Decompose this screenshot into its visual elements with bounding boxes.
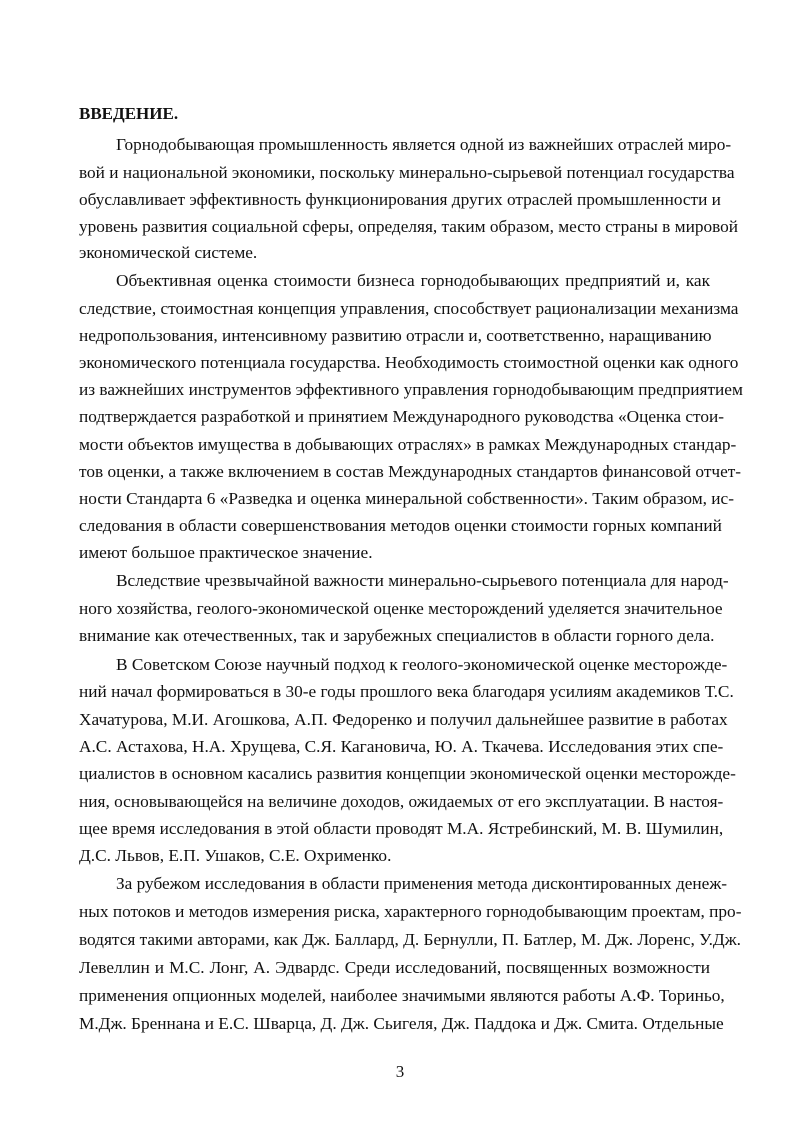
text-line: Д.С. Львов, Е.П. Ушаков, С.Е. Охрименко.: [79, 846, 392, 865]
section-heading: ВВЕДЕНИЕ.: [79, 104, 179, 123]
text-line: мости объектов имущества в добывающих отраслях» в рамках Международных стандар-: [79, 435, 737, 454]
text-line: Хачатурова, М.И. Агошкова, А.П. Федоренко и получил дальнейшее развитие в работах: [79, 710, 728, 729]
text-line: ний начал формироваться в 30-е годы прошлого века благодаря усилиям академиков Т.С.: [79, 682, 734, 701]
text-line: За рубежом исследования в области применения метода дисконтированных денеж-: [116, 874, 728, 893]
text-line: М.Дж. Бреннана и Е.С. Шварца, Д. Дж. Сьигеля, Дж. Паддока и Дж. Смита. Отдельные: [79, 1014, 724, 1033]
text-line: Левеллин и М.С. Лонг, А. Эдвардс. Среди исследований, посвященных возможности: [79, 958, 710, 977]
text-line: вой и национальной экономики, поскольку минерально-сырьевой потенциал государства: [79, 163, 735, 182]
text-line: ных потоков и методов измерения риска, характерного горнодобывающим проектам, про-: [79, 902, 742, 921]
text-line: В Советском Союзе научный подход к геолого-экономической оценке месторожде-: [116, 655, 728, 674]
text-line: тов оценки, а также включением в состав Международных стандартов финансовой отчет-: [79, 462, 742, 481]
text-line: внимание как отечественных, так и зарубежных специалистов в области горного дела.: [79, 626, 715, 645]
text-line: из важнейших инструментов эффективного управления горнодобывающим предприятием: [79, 380, 743, 399]
text-line: щее время исследования в этой области проводят М.А. Ястребинский, М. В. Шумилин,: [79, 819, 724, 838]
text-line: ного хозяйства, геолого-экономической оценке месторождений уделяется значительное: [79, 599, 723, 618]
text-line: ния, основывающейся на величине доходов, ожидаемых от его эксплуатации. В настоя-: [79, 792, 724, 811]
text-line: подтверждается разработкой и принятием Международного руководства «Оценка стои-: [79, 407, 725, 426]
text-line: циалистов в основном касались развития концепции экономической оценки месторожде-: [79, 764, 736, 783]
text-line: уровень развития социальной сферы, определяя, таким образом, место страны в мировой: [79, 217, 739, 236]
text-line: экономической системе.: [79, 243, 258, 262]
text-line: обуславливает эффективность функционирования других отраслей промышленности и: [79, 190, 721, 209]
text-line: недропользования, интенсивному развитию отрасли и, соответственно, наращиванию: [79, 326, 712, 345]
text-line: следствие, стоимостная концепция управления, способствует рационализации механизма: [79, 299, 739, 318]
page-number: 3: [395, 1062, 405, 1081]
text-line: Объективная оценка стоимости бизнеса горнодобывающих предприятий и, как: [116, 271, 710, 290]
text-line: Горнодобывающая промышленность является одной из важнейших отраслей миро-: [116, 135, 732, 154]
text-line: А.С. Астахова, Н.А. Хрущева, С.Я. Кагановича, Ю. А. Ткачева. Исследования этих спе-: [79, 737, 724, 756]
text-line: следования в области совершенствования методов оценки стоимости горных компаний: [79, 516, 722, 535]
text-line: водятся такими авторами, как Дж. Баллард, Д. Бернулли, П. Батлер, М. Дж. Лоренс, У.Дж.: [79, 930, 741, 949]
text-line: Вследствие чрезвычайной важности минерально-сырьевого потенциала для народ-: [116, 571, 729, 590]
text-line: экономического потенциала государства. Необходимость стоимостной оценки как одного: [79, 353, 739, 372]
text-line: применения опционных моделей, наиболее значимыми являются работы А.Ф. Ториньо,: [79, 986, 725, 1005]
text-line: имеют большое практическое значение.: [79, 543, 373, 562]
text-line: ности Стандарта 6 «Разведка и оценка минеральной собственности». Таким образом, ис-: [79, 489, 734, 508]
